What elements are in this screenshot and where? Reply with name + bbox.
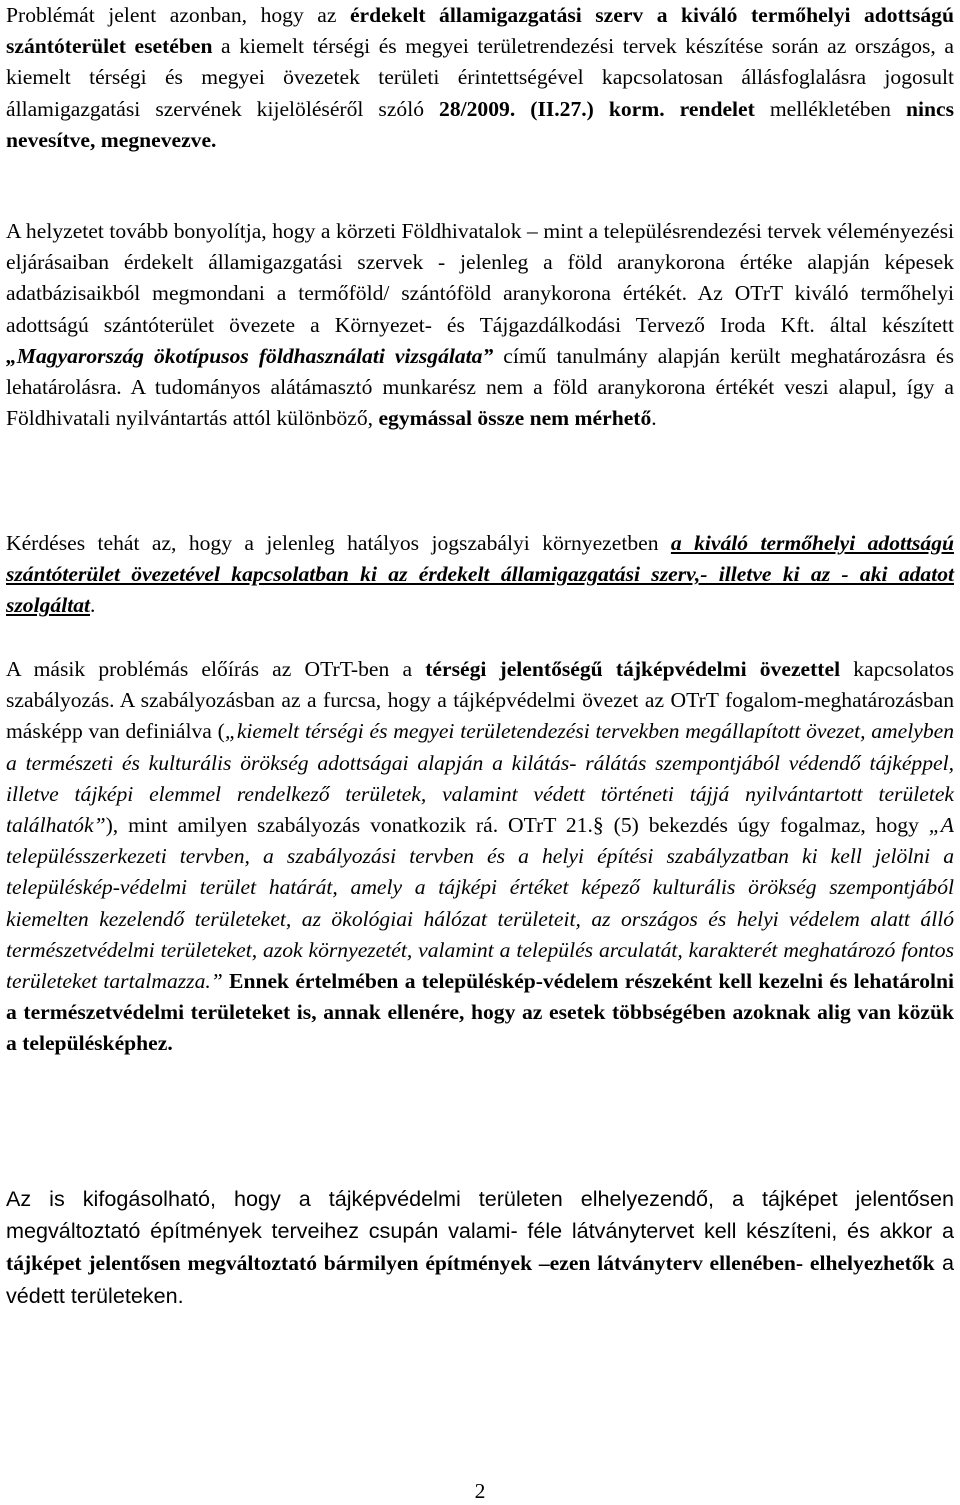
text-run: A másik problémás előírás az OTrT-ben a bbox=[6, 657, 426, 681]
text-run: Az is kifogásolható, hogy a tájképvédelmi területen elhelyezendő, a tájképet jelentősen megváltoztató építmények terveihez csupán valami- féle látványtervet kell készíteni, és akkor a bbox=[6, 1186, 954, 1244]
paragraph-5 bbox=[6, 1183, 954, 1312]
text-run: „A településszerkezeti tervben, a szabályozási tervben és a helyi építési szabályzatban ki kell jelölni a településkép-védelmi terület határát, amely a tájképi értéket képező kulturális örökség szempontjából kiemelten kezelendő területeket, az ökológiai hálózat területeit, az országos és helyi védelem alatt álló természetvédelmi területeket, azok környezetét, valamint a település arculatát, karakterét meghatározó fontos területeket tartalmazza.” bbox=[6, 813, 954, 994]
text-run: A helyzetet tovább bonyolítja, hogy a körzeti Földhivatalok – mint a településrendezési tervek véleményezési eljárásaiban érdekelt államigazgatási szervek - jelenleg a föld aranykorona értéke alapján képesek adatbázisaikból megmondani a termőföld/ szántóföld aranykorona értékét. Az OTrT kiváló termőhelyi adottságú szántóterület övezete a Környezet- és Tájgazdálkodási Tervező Iroda Kft. által készített bbox=[6, 219, 954, 337]
text-run: . bbox=[90, 593, 96, 618]
page-number: 2 bbox=[474, 1479, 486, 1503]
text-run: Problémát jelent azonban, hogy az bbox=[6, 3, 350, 27]
paragraph-2 bbox=[6, 216, 954, 434]
text-run: kapcsolatos szabályozás. A szabályozásban az a furcsa, hogy a tájképvédelmi övezet az OTrT fogalom-meghatározásban másképp van definiálva ( bbox=[6, 657, 954, 744]
text-run: Kérdéses tehát az, hogy a jelenleg hatályos jogszabályi környezetben bbox=[6, 531, 671, 555]
text-run: a kiváló termőhelyi adottságú szántóterület övezetével kapcsolatban ki az érdekelt államigazgatási szerv,- illetve ki az - aki adatot szolgáltat bbox=[6, 531, 954, 618]
text-run: érdekelt államigazgatási szerv a kiváló termőhelyi adottságú szántóterület esetében bbox=[6, 3, 954, 59]
text-run: „Magyarország ökotípusos földhasználati vizsgálata” bbox=[6, 343, 494, 368]
paragraph-4 bbox=[6, 654, 954, 1060]
text-run: című tanulmány alapján került meghatározásra és lehatárolásra. A tudományos alátámasztó munkarész nem a föld aranykorona értékét veszi alapul, így a Földhivatali nyilvántartás attól különböző, bbox=[6, 343, 954, 431]
text-run: egymással össze nem mérhető bbox=[378, 406, 652, 431]
text-run: 28/2009. (II.27.) korm. rendelet bbox=[439, 96, 755, 121]
paragraph-1 bbox=[6, 0, 954, 156]
text-run: Ennek értelmében a településkép-védelem részeként kell kezelni és lehatárolni a természetvédelmi területeket is, annak ellenére, hogy az esetek többségében azoknak alig van közük a településképhez. bbox=[6, 969, 954, 1056]
text-run: nincs nevesítve, megnevezve. bbox=[6, 96, 955, 152]
paragraph-3 bbox=[6, 528, 954, 622]
text-run: a kiemelt térségi és megyei területrendezési tervek készítése során az országos, a kiemelt térségi és megyei övezetek területi érintettségével kapcsolatosan állásfoglalásra jogosult államigazgatási szervének kijelöléséről szóló bbox=[6, 34, 954, 121]
text-run: . bbox=[651, 406, 657, 431]
text-run: „kiemelt térségi és megyei területendezési tervekben megállapított övezet, amelyben a természeti és kulturális örökség adottságai alapján a kilátás- rálátás szempontjából védendő tájképpel, illetve tájképi elemmel rendelkező területek, valamint védett történeti tájjá nyilvántartott területek találhatók” bbox=[6, 719, 955, 838]
text-run: ), mint amilyen szabályozás vonatkozik rá. OTrT 21.§ (5) bekezdés úgy fogalmaz, hogy bbox=[105, 813, 929, 838]
text-run: mellékletében bbox=[754, 96, 906, 121]
text-run: a védett területeken. bbox=[6, 1250, 954, 1308]
text-run: tájképet jelentősen megváltoztató bármilyen építmények –ezen látványterv ellenében- elhelyezhetők bbox=[6, 1251, 935, 1276]
text-run: térségi jelentőségű tájképvédelmi övezettel bbox=[425, 657, 841, 681]
